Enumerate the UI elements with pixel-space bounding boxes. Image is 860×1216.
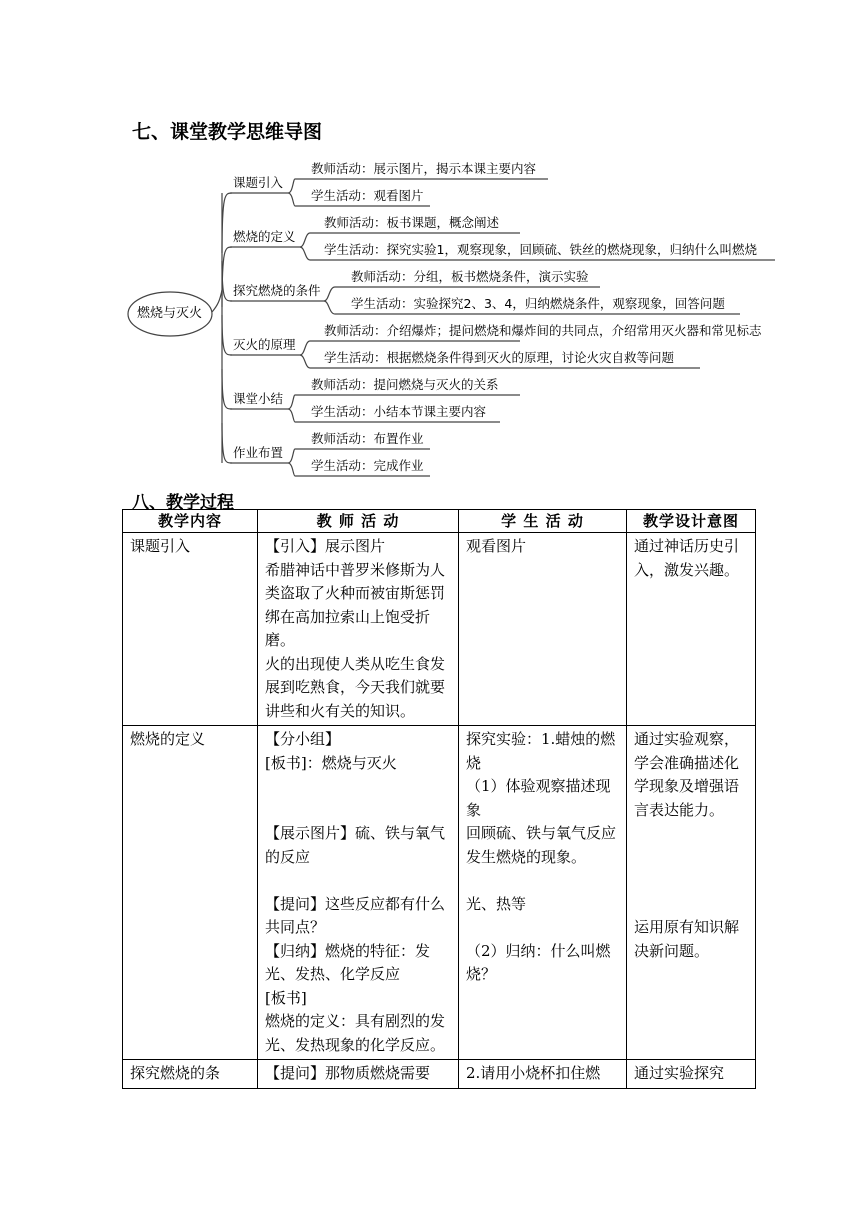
fork-connector (324, 301, 335, 314)
fork-connector (288, 193, 295, 206)
branch-student: 学生活动：观看图片 (311, 188, 424, 203)
cell-intent: 通过神话历史引入，激发兴趣。 (627, 533, 756, 726)
cell-content: 探究燃烧的条 (123, 1060, 258, 1089)
section-8-title: 八、教学过程 (132, 493, 234, 513)
branch-label: 灭火的原理 (233, 337, 296, 352)
branch-connector (222, 315, 232, 355)
branch-connector (222, 369, 232, 409)
mind-map (0, 0, 860, 490)
column-header: 教学内容 (123, 510, 258, 533)
branch-connector (222, 247, 232, 307)
teaching-process-table (122, 509, 756, 1089)
cell-intent: 通过实验观察，学会准确描述化学现象及增强语言表达能力。 运用原有知识解决新问题。 (627, 726, 756, 1060)
fork-connector (288, 449, 295, 463)
column-header: 学 生 活 动 (459, 510, 627, 533)
table-row (123, 726, 756, 1060)
branch-label: 课题引入 (233, 175, 284, 190)
cell-intent: 通过实验探究 (627, 1060, 756, 1089)
branch-teacher: 教师活动：提问燃烧与灭火的关系 (311, 377, 499, 392)
column-header: 教 师 活 动 (258, 510, 459, 533)
cell-student: 观看图片 (459, 533, 627, 726)
table-row (123, 533, 756, 726)
branch-student: 学生活动：根据燃烧条件得到灭火的原理，讨论火灾自救等问题 (324, 350, 675, 365)
cell-teacher: 【分小组】 [板书]：燃烧与灭火 【展示图片】硫、铁与氧气的反应 【提问】这些反应都有什么共同点？ 【归纳】燃烧的特征：发光、发热、化学反应 [板书] 燃烧的定义：具有剧烈的发光、发热现象的化学反应。 (258, 726, 459, 1060)
branch-label: 燃烧的定义 (233, 229, 296, 244)
branch-connector (222, 423, 232, 463)
branch-label: 课堂小结 (233, 391, 284, 406)
table-header-row (123, 510, 756, 533)
branch-student: 学生活动：探究实验1，观察现象，回顾硫、铁丝的燃烧现象，归纳什么叫燃烧 (324, 242, 757, 257)
column-header: 教学设计意图 (627, 510, 756, 533)
branch-teacher: 教师活动：分组，板书燃烧条件，演示实验 (351, 269, 589, 284)
branch-label: 探究燃烧的条件 (233, 283, 321, 298)
fork-connector (300, 355, 310, 368)
fork-connector (288, 395, 295, 409)
branch-student: 学生活动：实验探究2、3、4，归纳燃烧条件，观察现象，回答问题 (351, 296, 725, 311)
fork-connector (288, 179, 295, 193)
fork-connector (288, 463, 295, 476)
branch-student: 学生活动：小结本节课主要内容 (311, 404, 487, 419)
section-7-title: 七、课堂教学思维导图 (132, 121, 323, 143)
fork-connector (300, 341, 310, 355)
cell-content: 燃烧的定义 (123, 726, 258, 1060)
branch-teacher: 教师活动：展示图片，揭示本课主要内容 (311, 161, 537, 176)
table-row (123, 1060, 756, 1089)
cell-teacher: 【提问】那物质燃烧需要 (258, 1060, 459, 1089)
branch-teacher: 教师活动：板书课题，概念阐述 (324, 215, 500, 230)
fork-connector (300, 247, 310, 260)
branch-teacher: 教师活动：介绍爆炸；提问燃烧和爆炸间的共同点，介绍常用灭火器和常见标志 (324, 323, 762, 338)
branch-teacher: 教师活动：布置作业 (311, 431, 424, 446)
cell-student: 2.请用小烧杯扣住燃 (459, 1060, 627, 1089)
fork-connector (300, 233, 310, 247)
cell-teacher: 【引入】展示图片 希腊神话中普罗米修斯为人类盗取了火种而被宙斯惩罚绑在高加拉索山上饱受折磨。 火的出现使人类从吃生食发展到吃熟食，今天我们就要讲些和火有关的知识。 (258, 533, 459, 726)
fork-connector (288, 409, 295, 422)
branch-label: 作业布置 (233, 445, 284, 460)
cell-content: 课题引入 (123, 533, 258, 726)
mind-map-root: 燃烧与灭火 (137, 306, 203, 321)
root-connector (212, 290, 222, 312)
fork-connector (324, 287, 335, 301)
cell-student: 探究实验：1.蜡烛的燃烧 （1）体验观察描述现象 回顾硫、铁与氧气反应发生燃烧的现象。 光、热等 （2）归纳：什么叫燃烧？ (459, 726, 627, 1060)
branch-student: 学生活动：完成作业 (311, 458, 424, 473)
branch-connector (222, 193, 232, 253)
